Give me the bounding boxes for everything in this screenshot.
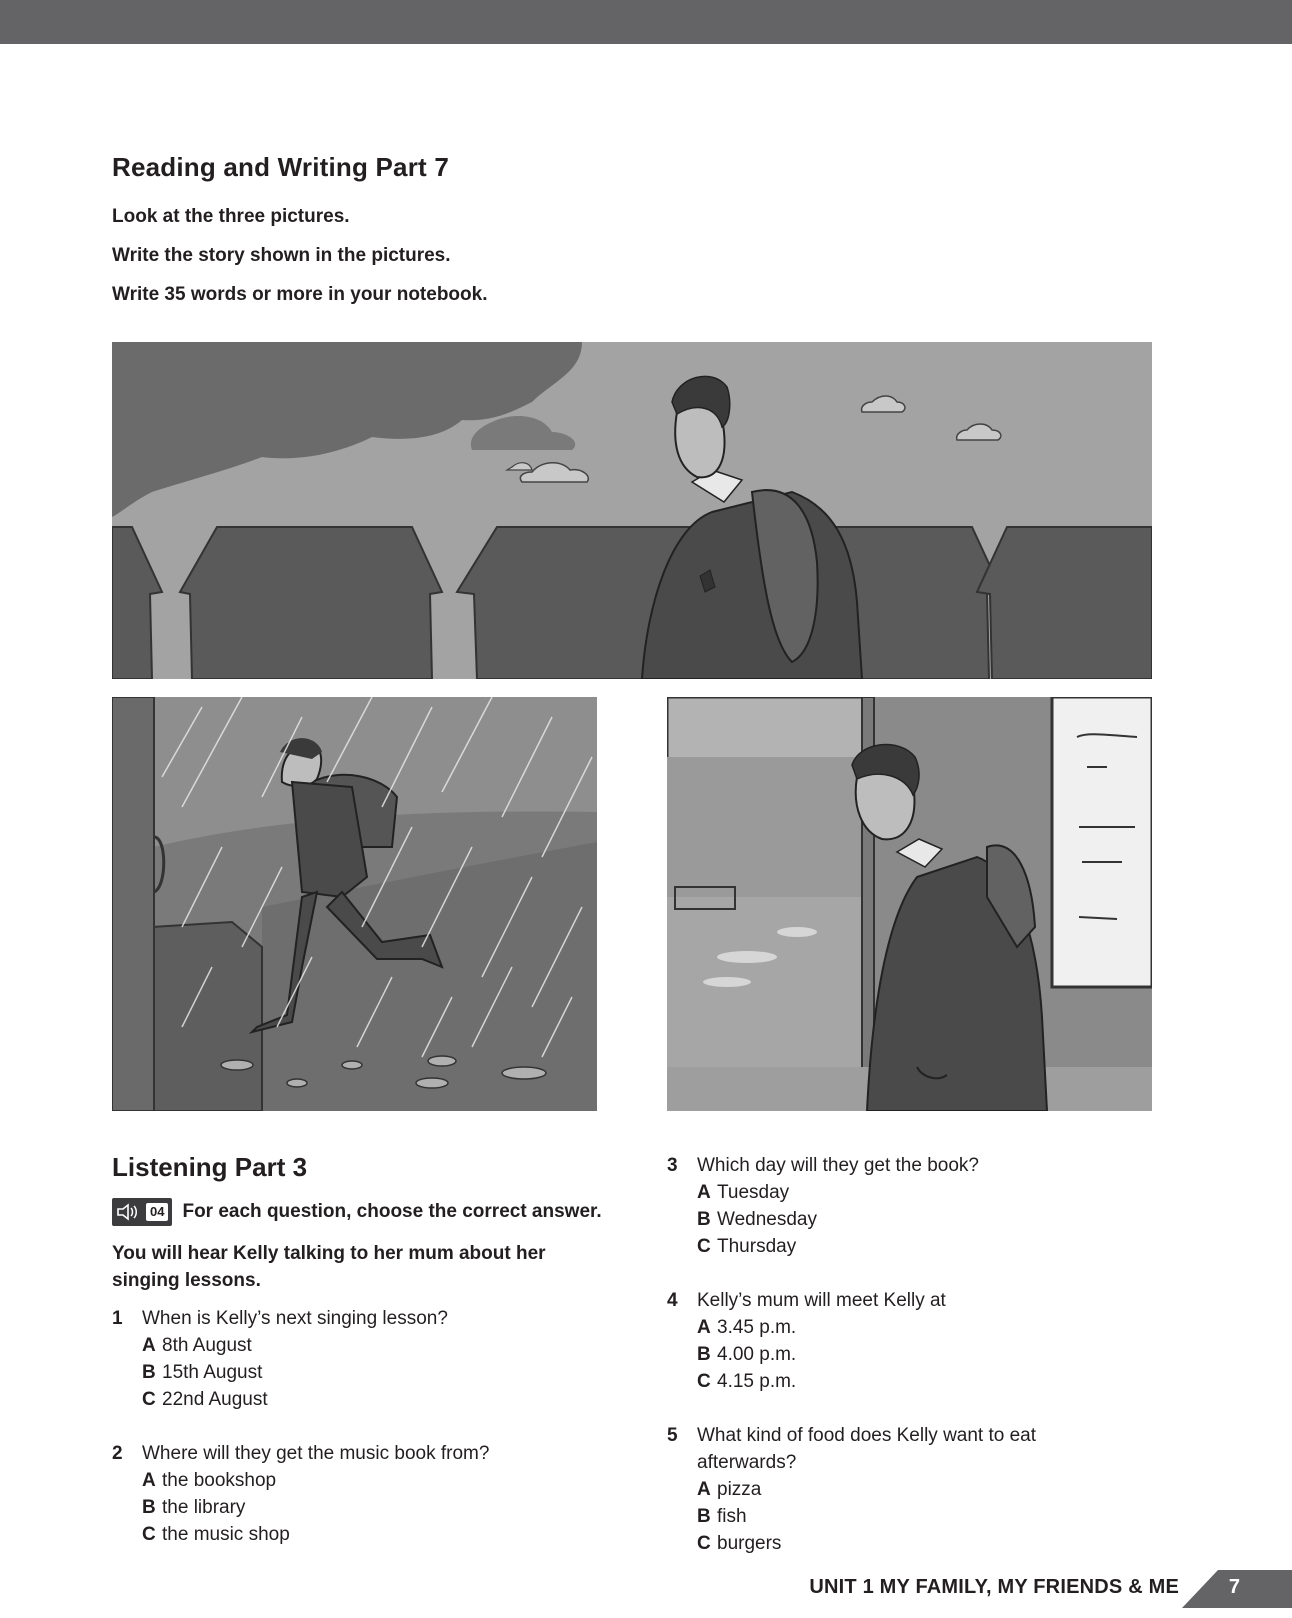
option-a[interactable]: A 8th August: [142, 1335, 252, 1356]
instruction-1: Look at the three pictures.: [112, 206, 350, 227]
question-4: [667, 1287, 1157, 1395]
option-c[interactable]: C the music shop: [142, 1524, 290, 1545]
option-c[interactable]: C burgers: [697, 1533, 782, 1554]
option-a[interactable]: A Tuesday: [697, 1182, 790, 1203]
question-number: 4: [667, 1290, 678, 1311]
option-a[interactable]: A 3.45 p.m.: [697, 1317, 797, 1338]
option-c[interactable]: C 4.15 p.m.: [697, 1371, 797, 1392]
question-stem: Which day will they get the book?: [697, 1155, 979, 1176]
question-number: 2: [112, 1443, 123, 1464]
audio-track-badge: [112, 1198, 172, 1226]
audio-instruction-row: [112, 1198, 602, 1226]
question-number: 3: [667, 1155, 678, 1176]
option-b[interactable]: B 4.00 p.m.: [697, 1344, 797, 1365]
page-number: 7: [1228, 1576, 1240, 1598]
option-a[interactable]: A the bookshop: [142, 1470, 277, 1491]
story-picture-2: [112, 697, 597, 1111]
question-stem: What kind of food does Kelly want to eat afterwards?: [697, 1425, 1037, 1473]
option-a[interactable]: A pizza: [697, 1479, 762, 1500]
instruction-3: Write 35 words or more in your notebook.: [112, 284, 488, 305]
question-stem: Where will they get the music book from?: [142, 1443, 490, 1464]
question-number: 5: [667, 1425, 678, 1446]
top-bar: [0, 0, 1292, 44]
question-2: [112, 1440, 612, 1548]
track-number: 04: [146, 1203, 168, 1221]
section-title-reading-writing: Reading and Writing Part 7: [112, 152, 449, 182]
question-number: 1: [112, 1308, 123, 1329]
question-stem: When is Kelly’s next singing lesson?: [142, 1308, 448, 1329]
audio-instruction-text: For each question, choose the correct answer.: [182, 1201, 602, 1222]
story-picture-3: [667, 697, 1152, 1111]
option-b[interactable]: B fish: [697, 1506, 747, 1527]
question-1: [112, 1305, 612, 1413]
option-c[interactable]: C 22nd August: [142, 1389, 268, 1410]
option-b[interactable]: B Wednesday: [697, 1209, 817, 1230]
question-stem: Kelly’s mum will meet Kelly at: [697, 1290, 946, 1311]
section-title-listening: Listening Part 3: [112, 1152, 308, 1182]
option-b[interactable]: B the library: [142, 1497, 246, 1518]
story-picture-1: [112, 342, 1152, 679]
question-3: [667, 1152, 1157, 1260]
option-b[interactable]: B 15th August: [142, 1362, 263, 1383]
listening-intro: You will hear Kelly talking to her mum about her singing lessons.: [112, 1243, 546, 1291]
footer-page-tab: [1182, 1570, 1292, 1608]
option-c[interactable]: C Thursday: [697, 1236, 797, 1257]
question-5: [667, 1422, 1057, 1557]
speaker-icon: [116, 1202, 142, 1222]
instruction-2: Write the story shown in the pictures.: [112, 245, 451, 266]
footer-unit-title: UNIT 1 MY FAMILY, MY FRIENDS & ME: [809, 1576, 1179, 1598]
